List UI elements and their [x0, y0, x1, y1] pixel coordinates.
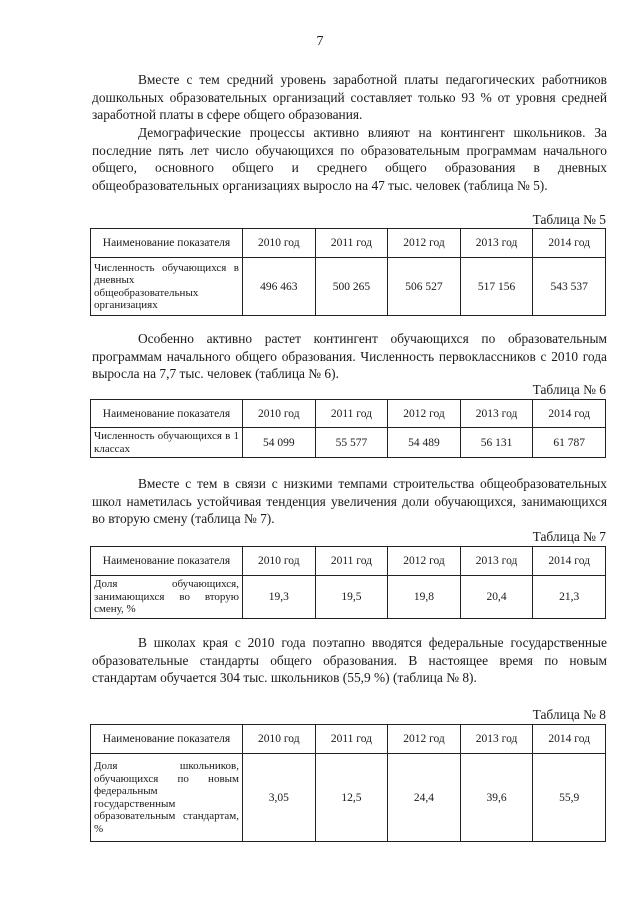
table-5-caption: Таблица № 5 [532, 212, 606, 227]
paragraph-second-shift: Вместе с тем в связи с низкими темпами строительства общеобразовательных школ наметилась устойчивая тенденция увеличения доли обучающихся, занимающихся во вторую смену (таблица № 7). [92, 476, 607, 527]
row-label: Численность обучающихся в 1 классах [91, 428, 243, 458]
header-name: Наименование показателя [91, 725, 243, 754]
table-7 [90, 546, 606, 619]
table-6 [90, 399, 606, 458]
table-cell: 61 787 [533, 428, 606, 458]
table-header-row [91, 547, 606, 576]
table-cell: 506 527 [388, 258, 461, 316]
table-row [91, 428, 606, 458]
table-cell: 543 537 [533, 258, 606, 316]
paragraph-demography: Демографические процессы активно влияют на контингент школьников. За последние пять лет число обучающихся по образовательным программам начального общего, основного общего и среднего общего образования в дневных общеобразовательных организациях выросло на 47 тыс. человек (таблица № 5). [92, 125, 607, 193]
header-year: 2011 год [315, 725, 388, 754]
header-year: 2011 год [315, 400, 388, 428]
header-year: 2013 год [460, 547, 533, 576]
table-cell: 19,5 [315, 576, 388, 619]
table-6-caption: Таблица № 6 [532, 382, 606, 397]
row-label: Численность обучающихся в дневных общеобразовательных организациях [91, 258, 243, 316]
table-5 [90, 228, 606, 316]
header-name: Наименование показателя [91, 547, 243, 576]
paragraph-standards: В школах края с 2010 года поэтапно вводятся федеральные государственные образовательные стандарты общего образования. В настоящее время по новым стандартам обучается 304 тыс. школьников (55,9 %) (таблица № 8). [92, 635, 607, 686]
table-cell: 54 099 [243, 428, 316, 458]
header-year: 2013 год [460, 725, 533, 754]
paragraph-first-graders: Особенно активно растет контингент обучающихся по образовательным программам начального общего образования. Численность первоклассников с 2010 года выросла на 7,7 тыс. человек (таблица № 6). [92, 331, 607, 382]
table-cell: 19,8 [388, 576, 461, 619]
table-cell: 19,3 [243, 576, 316, 619]
header-year: 2014 год [533, 400, 606, 428]
header-year: 2010 год [243, 547, 316, 576]
table-cell: 56 131 [460, 428, 533, 458]
header-year: 2014 год [533, 725, 606, 754]
table-cell: 21,3 [533, 576, 606, 619]
table-cell: 39,6 [460, 754, 533, 842]
header-year: 2012 год [388, 400, 461, 428]
table-cell: 24,4 [388, 754, 461, 842]
table-cell: 500 265 [315, 258, 388, 316]
table-cell: 20,4 [460, 576, 533, 619]
table-cell: 54 489 [388, 428, 461, 458]
header-name: Наименование показателя [91, 229, 243, 258]
table-cell: 517 156 [460, 258, 533, 316]
table-header-row [91, 400, 606, 428]
row-label: Доля обучающихся, занимающихся во вторую смену, % [91, 576, 243, 619]
header-year: 2012 год [388, 547, 461, 576]
header-year: 2010 год [243, 229, 316, 258]
header-year: 2010 год [243, 725, 316, 754]
table-7-caption: Таблица № 7 [532, 529, 606, 544]
table-cell: 496 463 [243, 258, 316, 316]
header-year: 2014 год [533, 229, 606, 258]
table-row [91, 754, 606, 842]
table-row [91, 258, 606, 316]
header-year: 2013 год [460, 229, 533, 258]
header-year: 2011 год [315, 229, 388, 258]
table-row [91, 576, 606, 619]
header-year: 2011 год [315, 547, 388, 576]
paragraph-salary: Вместе с тем средний уровень заработной платы педагогических работников дошкольных образовательных организаций составляет только 93 % от уровня средней заработной платы в сфере общего образования. [92, 72, 607, 123]
header-year: 2013 год [460, 400, 533, 428]
table-header-row [91, 229, 606, 258]
header-year: 2012 год [388, 725, 461, 754]
table-header-row [91, 725, 606, 754]
table-cell: 55 577 [315, 428, 388, 458]
page-number: 7 [316, 34, 324, 49]
table-8-caption: Таблица № 8 [532, 707, 606, 722]
header-year: 2012 год [388, 229, 461, 258]
row-label: Доля школьников, обучающихся по новым федеральным государственным образовательным стандартам, % [91, 754, 243, 842]
table-cell: 55,9 [533, 754, 606, 842]
header-year: 2010 год [243, 400, 316, 428]
table-cell: 3,05 [243, 754, 316, 842]
table-cell: 12,5 [315, 754, 388, 842]
header-name: Наименование показателя [91, 400, 243, 428]
header-year: 2014 год [533, 547, 606, 576]
table-8 [90, 724, 606, 842]
